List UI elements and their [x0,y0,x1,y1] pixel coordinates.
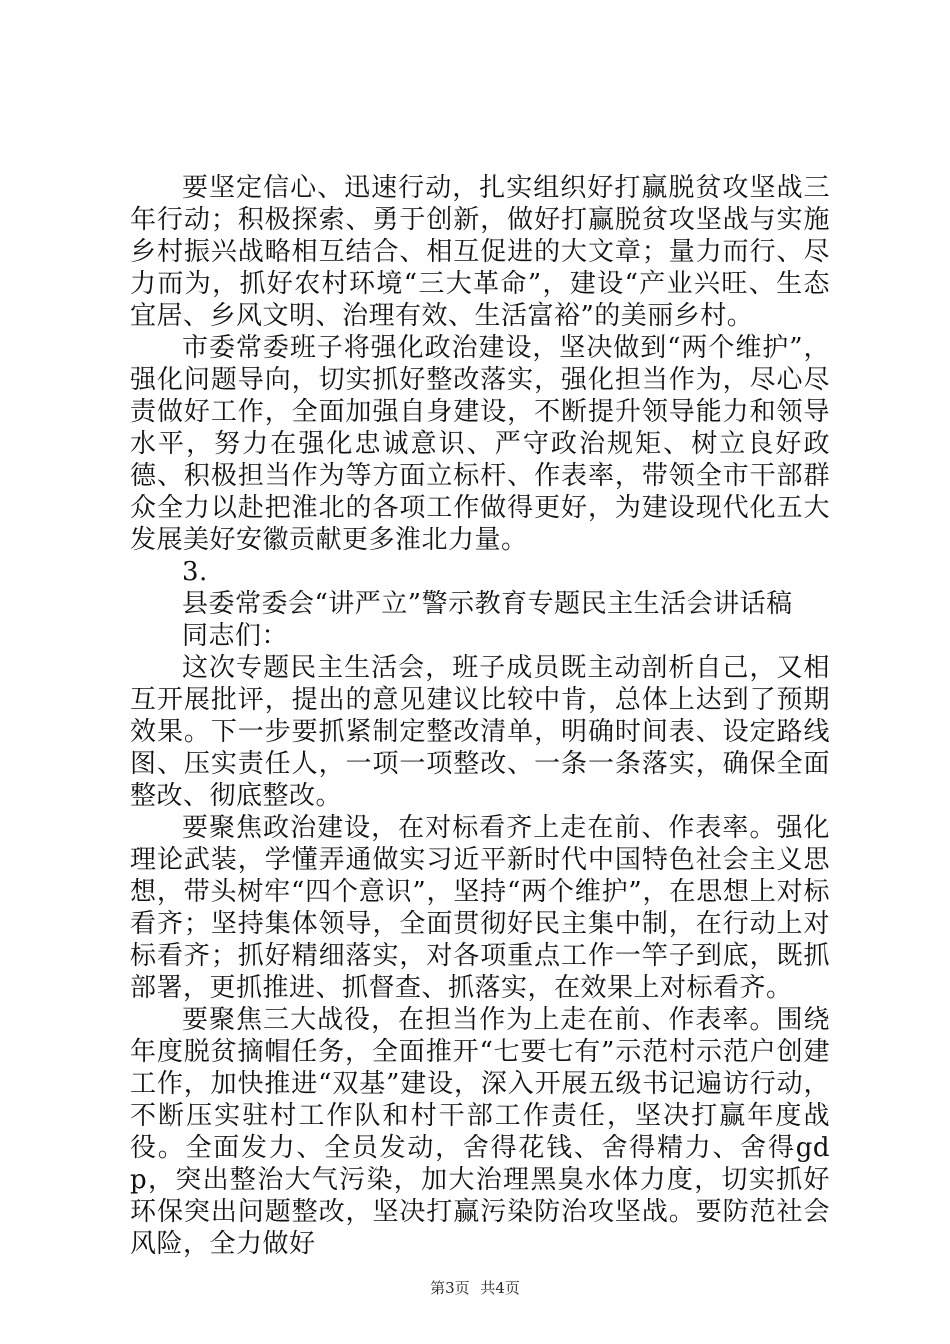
page-total: 共4页 [480,1279,520,1297]
paragraph: 要坚定信心、迅速行动，扎实组织好打赢脱贫攻坚战三年行动；积极探索、勇于创新，做好打赢脱贫攻坚战与实施乡村振兴战略相互结合、相互促进的大文章；量力而行、尽力而为，抓好农村环境“三大革命”，建设“产业兴旺、生态宜居、乡风文明、治理有效、生活富裕”的美丽乡村。 [130,173,830,331]
section-number: 3. [182,557,208,587]
page-footer [0,1278,950,1298]
page-number: 第3页 [430,1279,470,1297]
paragraph: 要聚焦政治建设，在对标看齐上走在前、作表率。强化理论武装，学懂弄通做实习近平新时代中国特色社会主义思想，带头树牢“四个意识”，坚持“两个维护”，在思想上对标看齐；坚持集体领导，全面贯彻好民主集中制，在行动上对标看齐；抓好精细落实，对各项重点工作一竿子到底，既抓部署，更抓推进、抓督查、抓落实，在效果上对标看齐。 [130,813,830,1003]
paragraph: 要聚焦三大战役，在担当作为上走在前、作表率。围绕年度脱贫摘帽任务，全面推开“七要七有”示范村示范户创建工作，加快推进“双基”建设，深入开展五级书记遍访行动，不断压实驻村工作队和村干部工作责任，坚决打赢年度战役。全面发力、全员发动，舍得花钱、舍得精力、舍得gdp，突出整治大气污染，加大治理黑臭水体力度，切实抓好环保突出问题整改，坚决打赢污染防治攻坚战。要防范社会风险，全力做好 [130,1005,830,1259]
salutation: 同志们： [182,621,289,651]
speech-title: 县委常委会“讲严立”警示教育专题民主生活会讲话稿 [182,589,793,619]
paragraph: 市委常委班子将强化政治建设，坚决做到“两个维护”，强化问题导向，切实抓好整改落实，强化担当作为，尽心尽责做好工作，全面加强自身建设，不断提升领导能力和领导水平，努力在强化忠诚意识、严守政治规矩、树立良好政德、积极担当作为等方面立标杆、作表率，带领全市干部群众全力以赴把淮北的各项工作做得更好，为建设现代化五大发展美好安徽贡献更多淮北力量。 [130,333,830,555]
document-body [130,172,830,1260]
paragraph: 这次专题民主生活会，班子成员既主动剖析自己，又相互开展批评，提出的意见建议比较中肯，总体上达到了预期效果。下一步要抓紧制定整改清单，明确时间表、设定路线图、压实责任人，一项一项整改、一条一条落实，确保全面整改、彻底整改。 [130,653,830,811]
